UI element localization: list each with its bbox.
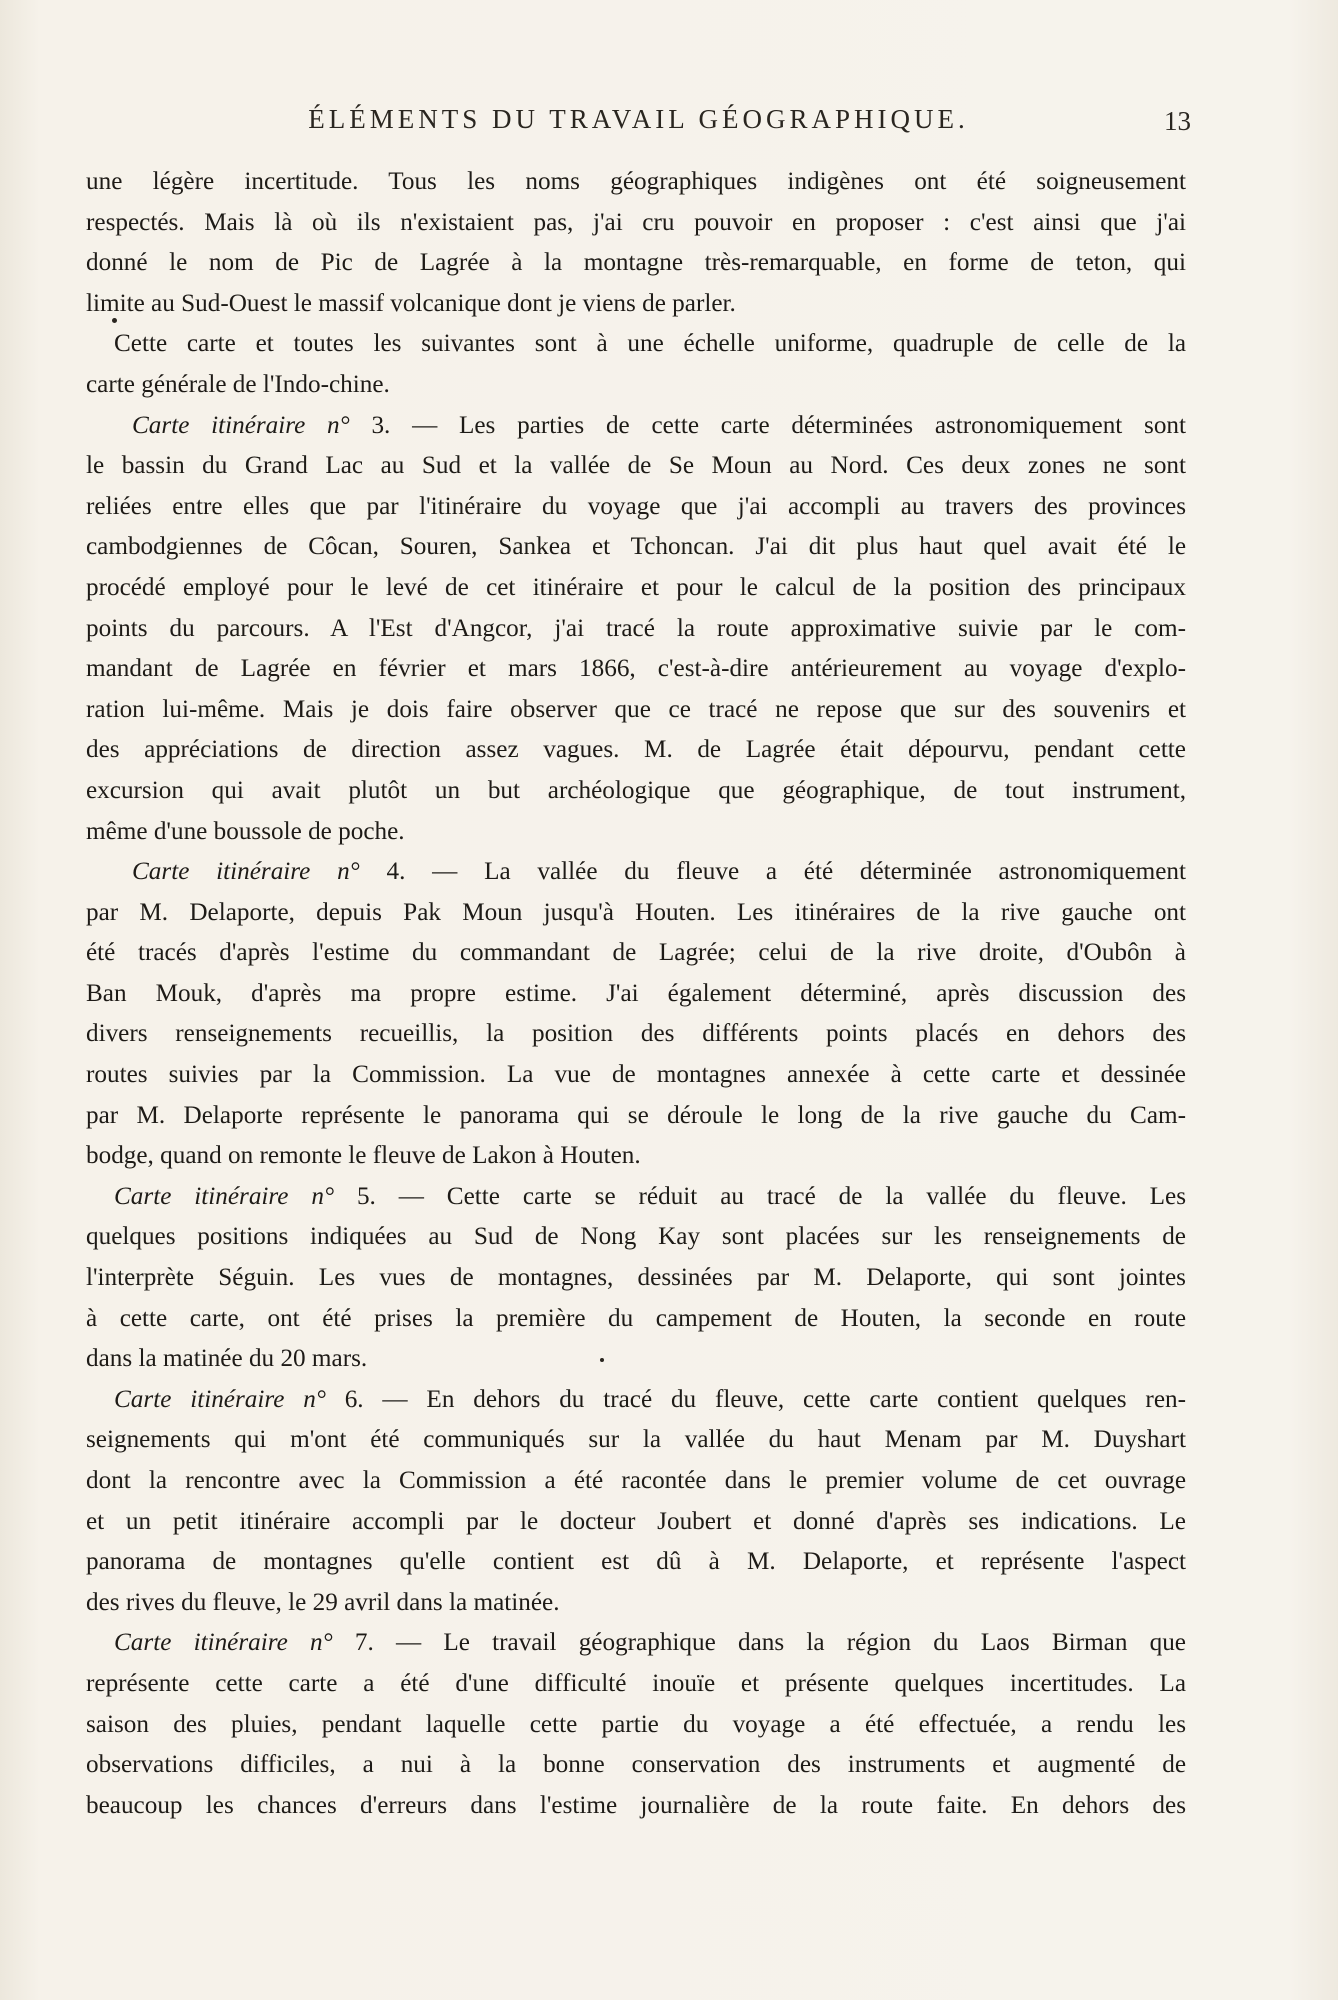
text-line: mandant de Lagrée en février et mars 1866, c'est-à-dire antérieurement au voyage d'explo- xyxy=(86,655,1186,683)
text-line: Ban Mouk, d'après ma propre estime. J'ai également déterminé, après discussion des xyxy=(86,979,1186,1007)
text-line: même d'une boussole de poche. xyxy=(86,817,405,845)
section-label: Carte itinéraire n° xyxy=(132,411,350,439)
section-label: Carte itinéraire n° xyxy=(114,1385,326,1413)
text-line: excursion qui avait plutôt un but archéologique que géographique, de tout instrument, xyxy=(86,776,1186,804)
text-line: des appréciations de direction assez vagues. M. de Lagrée était dépourvu, pendant cette xyxy=(86,736,1186,764)
text-line xyxy=(86,1623,1186,1664)
text-line: dont la rencontre avec la Commission a été racontée dans le premier volume de cet ouvrage xyxy=(86,1467,1186,1494)
text-line: carte générale de l'Indo-chine. xyxy=(86,370,390,398)
text-line: le bassin du Grand Lac au Sud et la vallée de Se Moun au Nord. Ces deux zones ne sont xyxy=(86,452,1186,480)
paragraph xyxy=(86,406,1186,853)
text-run: 5. — Cette carte se réduit au tracé de la vallée du fleuve. Les xyxy=(334,1182,1187,1210)
text-line: l'interprète Séguin. Les vues de montagnes, dessinées par M. Delaporte, qui sont jointes xyxy=(86,1264,1186,1292)
paragraph xyxy=(86,162,1186,324)
text-line: saison des pluies, pendant laquelle cette partie du voyage a été effectuée, a rendu les xyxy=(86,1710,1186,1738)
paragraph xyxy=(86,1623,1186,1826)
text-run: 6. — En dehors du tracé du fleuve, cette carte contient quelques ren- xyxy=(325,1385,1186,1413)
text-line: des rives du fleuve, le 29 avril dans la matinée. xyxy=(86,1588,560,1616)
text-line: et un petit itinéraire accompli par le docteur Joubert et donné d'après ses indications. Le xyxy=(86,1507,1186,1535)
text-line: divers renseignements recueillis, la position des différents points placés en dehors des xyxy=(86,1020,1186,1048)
text-line xyxy=(86,1177,1186,1218)
paragraph xyxy=(86,1380,1186,1624)
text-line: cambodgiennes de Côcan, Souren, Sankea et Tchoncan. J'ai dit plus haut quel avait été le xyxy=(86,533,1186,561)
text-line: été tracés d'après l'estime du commandant de Lagrée; celui de la rive droite, d'Oubôn à xyxy=(86,939,1186,967)
paragraph xyxy=(86,324,1186,405)
text-line: seignements qui m'ont été communiqués sur la vallée du haut Menam par M. Duyshart xyxy=(86,1426,1186,1454)
running-head xyxy=(86,104,1191,144)
text-line: procédé employé pour le levé de cet itinéraire et pour le calcul de la position des principaux xyxy=(86,573,1186,601)
text-line: à cette carte, ont été prises la première du campement de Houten, la seconde en route xyxy=(86,1304,1186,1332)
text-line xyxy=(86,852,1186,893)
text-line: une légère incertitude. Tous les noms géographiques indigènes ont été soigneusement xyxy=(86,168,1186,195)
text-run: 4. — La vallée du fleuve a été déterminée astronomiquement xyxy=(359,858,1186,886)
text-line xyxy=(86,1380,1186,1421)
text-line: par M. Delaporte, depuis Pak Moun jusqu'à Houten. Les itinéraires de la rive gauche ont xyxy=(86,898,1186,926)
text-line: dans la matinée du 20 mars. xyxy=(86,1345,368,1373)
text-line: routes suivies par la Commission. La vue de montagnes annexée à cette carte et dessinée xyxy=(86,1061,1186,1089)
text-line: Cette carte et toutes les suivantes sont à une échelle uniforme, quadruple de celle de la xyxy=(114,330,1186,358)
text-line: limite au Sud-Ouest le massif volcanique dont je viens de parler. xyxy=(86,289,736,317)
text-line: donné le nom de Pic de Lagrée à la montagne très-remarquable, en forme de teton, qui xyxy=(86,249,1186,277)
paragraph xyxy=(86,1177,1186,1380)
ink-speck xyxy=(600,1358,604,1362)
text-run: 7. — Le travail géographique dans la région du Laos Birman que xyxy=(332,1629,1186,1657)
text-line: représente cette carte a été d'une difficulté inouïe et présente quelques incertitudes. La xyxy=(86,1669,1186,1697)
text-line: reliées entre elles que par l'itinéraire du voyage que j'ai accompli au travers des provinces xyxy=(86,492,1186,520)
text-line: points du parcours. A l'Est d'Angcor, j'ai tracé la route approximative suivie par le com- xyxy=(86,614,1186,642)
paragraph xyxy=(86,852,1186,1177)
text-line: bodge, quand on remonte le fleuve de Lakon à Houten. xyxy=(86,1142,641,1170)
text-line: panorama de montagnes qu'elle contient est dû à M. Delaporte, et représente l'aspect xyxy=(86,1548,1186,1576)
body-text xyxy=(86,162,1186,1826)
text-line: ration lui-même. Mais je dois faire observer que ce tracé ne repose que sur des souvenirs et xyxy=(86,695,1186,723)
text-line: respectés. Mais là où ils n'existaient pas, j'ai cru pouvoir en proposer : c'est ainsi que j'ai xyxy=(86,208,1186,236)
section-label: Carte itinéraire n° xyxy=(114,1182,335,1210)
text-line xyxy=(86,406,1186,447)
text-run: 3. — Les parties de cette carte déterminées astronomiquement sont xyxy=(349,411,1187,439)
section-label: Carte itinéraire n° xyxy=(114,1629,333,1657)
section-label: Carte itinéraire n° xyxy=(132,858,360,886)
page-number: 13 xyxy=(1164,106,1191,136)
ink-speck xyxy=(112,318,117,323)
text-line: beaucoup les chances d'erreurs dans l'estime journalière de la route faite. En dehors des xyxy=(86,1791,1186,1819)
text-line: quelques positions indiquées au Sud de Nong Kay sont placées sur les renseignements de xyxy=(86,1223,1186,1251)
running-title: ÉLÉMENTS DU TRAVAIL GÉOGRAPHIQUE. xyxy=(308,104,969,134)
text-line: par M. Delaporte représente le panorama qui se déroule le long de la rive gauche du Cam- xyxy=(86,1101,1186,1129)
text-line: observations difficiles, a nui à la bonne conservation des instruments et augmenté de xyxy=(86,1751,1186,1779)
